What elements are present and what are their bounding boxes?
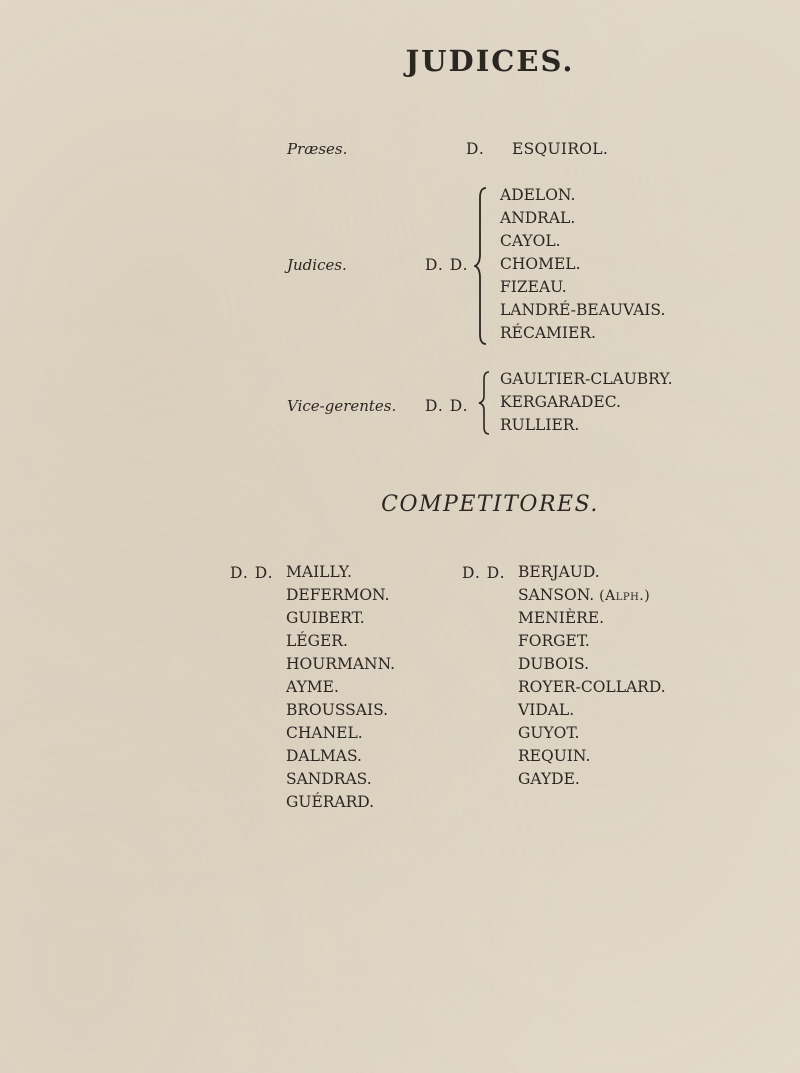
- competitores-left-list: [286, 561, 395, 814]
- vice-gerentes-brace: [478, 370, 496, 436]
- list-item: SANDRAS.: [286, 770, 372, 788]
- list-item: GUYOT.: [518, 724, 580, 742]
- competitores-left-prefix: D. D.: [230, 564, 274, 582]
- list-item: FORGET.: [518, 632, 590, 650]
- page-title: JUDICES.: [405, 44, 575, 78]
- judices-label: Judices.: [287, 256, 347, 274]
- list-item: FIZEAU.: [500, 278, 567, 296]
- list-item: ROYER-COLLARD.: [518, 678, 666, 696]
- list-item: LÉGER.: [286, 632, 348, 650]
- list-item-name: SANSON.: [518, 586, 595, 604]
- list-item: MENIÈRE.: [518, 609, 605, 627]
- praeses-label: Præses.: [287, 140, 348, 158]
- list-item: VIDAL.: [518, 701, 575, 719]
- list-item: RÉCAMIER.: [500, 324, 596, 342]
- list-item: CHANEL.: [286, 724, 363, 742]
- praeses-prefix: D.: [466, 140, 485, 158]
- list-item: [518, 584, 666, 607]
- judices-prefix: D. D.: [425, 256, 469, 274]
- list-item: LANDRÉ-BEAUVAIS.: [500, 301, 666, 319]
- list-item-note: (Alph.): [599, 588, 651, 604]
- list-item: DALMAS.: [286, 747, 362, 765]
- list-item: ADELON.: [500, 186, 576, 204]
- list-item: DEFERMON.: [286, 586, 390, 604]
- vice-gerentes-list: [500, 368, 673, 437]
- list-item: MAILLY.: [286, 563, 352, 581]
- list-item: CAYOL.: [500, 232, 561, 250]
- list-item: GUIBERT.: [286, 609, 365, 627]
- list-item: AYME.: [286, 678, 339, 696]
- vice-gerentes-label: Vice-gerentes.: [287, 397, 397, 415]
- judices-brace: [474, 186, 494, 346]
- list-item: BROUSSAIS.: [286, 701, 389, 719]
- section-title: COMPETITORES.: [381, 492, 599, 517]
- competitores-right-list: [518, 561, 666, 791]
- list-item: BERJAUD.: [518, 563, 600, 581]
- list-item: GAULTIER-CLAUBRY.: [500, 370, 673, 388]
- list-item: ANDRAL.: [500, 209, 576, 227]
- judices-list: [500, 184, 665, 345]
- list-item: RULLIER.: [500, 416, 580, 434]
- list-item: HOURMANN.: [286, 655, 396, 673]
- list-item: CHOMEL.: [500, 255, 581, 273]
- list-item: GUÉRARD.: [286, 793, 375, 811]
- list-item: DUBOIS.: [518, 655, 589, 673]
- list-item: REQUIN.: [518, 747, 591, 765]
- vice-gerentes-prefix: D. D.: [425, 397, 469, 415]
- praeses-name: ESQUIROL.: [512, 140, 609, 158]
- list-item: GAYDE.: [518, 770, 580, 788]
- competitores-right-prefix: D. D.: [462, 564, 506, 582]
- list-item: KERGARADEC.: [500, 393, 621, 411]
